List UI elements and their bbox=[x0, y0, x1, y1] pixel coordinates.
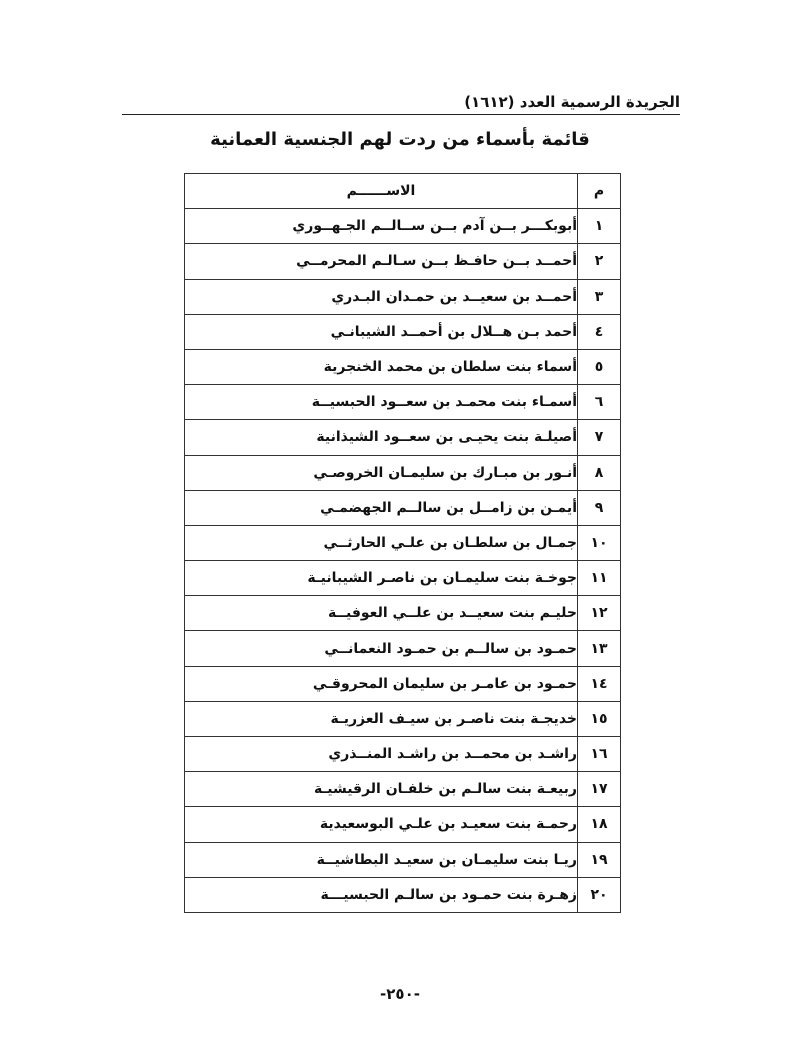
table-row bbox=[185, 737, 621, 772]
row-name: زهـرة بنت حمـود بن سالـم الحبسيـــة bbox=[185, 877, 578, 912]
row-number: ٣ bbox=[578, 279, 621, 314]
table-row bbox=[185, 490, 621, 525]
row-name: حمـود بن عامـر بن سليمان المحروقـي bbox=[185, 666, 578, 701]
row-name: أصيلـة بنت يحيـى بن سعــود الشيذانية bbox=[185, 420, 578, 455]
row-number: ١٥ bbox=[578, 701, 621, 736]
gazette-header bbox=[122, 92, 680, 115]
row-name: ربيعـة بنت سالـم بن خلفـان الرقيشيـة bbox=[185, 772, 578, 807]
row-name: راشـد بن محمــد بن راشـد المنــذري bbox=[185, 737, 578, 772]
table-row bbox=[185, 807, 621, 842]
page-number: -٢٥٠- bbox=[380, 985, 420, 1003]
row-name: أحمــد بن سعيــد بن حمـدان البـدري bbox=[185, 279, 578, 314]
row-number: ٢٠ bbox=[578, 877, 621, 912]
row-name: حمـود بن سالــم بن حمـود النعمانــي bbox=[185, 631, 578, 666]
names-table bbox=[184, 173, 621, 913]
table-row bbox=[185, 420, 621, 455]
table-row bbox=[185, 455, 621, 490]
row-name: جمـال بن سلطـان بن علـي الحارثــي bbox=[185, 525, 578, 560]
table-row bbox=[185, 666, 621, 701]
table-row bbox=[185, 349, 621, 384]
table-row bbox=[185, 561, 621, 596]
row-number: ١ bbox=[578, 209, 621, 244]
row-number: ٥ bbox=[578, 349, 621, 384]
row-number: ١٨ bbox=[578, 807, 621, 842]
row-number: ٧ bbox=[578, 420, 621, 455]
row-number: ٦ bbox=[578, 385, 621, 420]
table-row bbox=[185, 596, 621, 631]
row-number: ٩ bbox=[578, 490, 621, 525]
row-name: أنـور بن مبـارك بن سليمـان الخروصـي bbox=[185, 455, 578, 490]
row-name: أسماء بنت سلطان بن محمد الخنجرية bbox=[185, 349, 578, 384]
table-row bbox=[185, 209, 621, 244]
row-name: رحمـة بنت سعيـد بن علـي البوسعيدية bbox=[185, 807, 578, 842]
row-name: أيمـن بن زامــل بن سالــم الجهضمـي bbox=[185, 490, 578, 525]
table-row bbox=[185, 772, 621, 807]
row-number: ٤ bbox=[578, 314, 621, 349]
row-name: جوخـة بنت سليمـان بن ناصـر الشيبانيـة bbox=[185, 561, 578, 596]
row-number: ١٠ bbox=[578, 525, 621, 560]
row-number: ٢ bbox=[578, 244, 621, 279]
row-name: أحمــد بــن حافـظ بــن سـالـم المحرمــي bbox=[185, 244, 578, 279]
row-number: ١٦ bbox=[578, 737, 621, 772]
row-name: أحمد بـن هــلال بن أحمــد الشيبانـي bbox=[185, 314, 578, 349]
row-number: ١١ bbox=[578, 561, 621, 596]
row-name: أسمـاء بنت محمـد بن سعــود الحبسيــة bbox=[185, 385, 578, 420]
page-title: قائمة بأسماء من ردت لهم الجنسية العمانية bbox=[210, 129, 590, 150]
row-name: ريـا بنت سليمـان بن سعيـد البطاشيــة bbox=[185, 842, 578, 877]
row-number: ١٧ bbox=[578, 772, 621, 807]
table-row bbox=[185, 631, 621, 666]
row-name: أبوبكـــر بــن آدم بــن ســالــم الجـهــوري bbox=[185, 209, 578, 244]
table-row bbox=[185, 314, 621, 349]
row-number: ٨ bbox=[578, 455, 621, 490]
table-row bbox=[185, 525, 621, 560]
table-header-row bbox=[185, 174, 621, 209]
row-name: خديجـة بنت ناصـر بن سيـف العزريـة bbox=[185, 701, 578, 736]
table-row bbox=[185, 877, 621, 912]
row-name: حليـم بنت سعيــد بن علــي العوفيــة bbox=[185, 596, 578, 631]
row-number: ١٣ bbox=[578, 631, 621, 666]
table-row bbox=[185, 385, 621, 420]
column-header-name: الاســــــم bbox=[185, 174, 578, 209]
column-header-number: م bbox=[578, 174, 621, 209]
table-row bbox=[185, 279, 621, 314]
table-row bbox=[185, 244, 621, 279]
row-number: ١٢ bbox=[578, 596, 621, 631]
table-row bbox=[185, 842, 621, 877]
table-row bbox=[185, 701, 621, 736]
gazette-header-title: الجريدة الرسمية العدد (١٦١٢) bbox=[464, 93, 680, 111]
row-number: ١٤ bbox=[578, 666, 621, 701]
row-number: ١٩ bbox=[578, 842, 621, 877]
